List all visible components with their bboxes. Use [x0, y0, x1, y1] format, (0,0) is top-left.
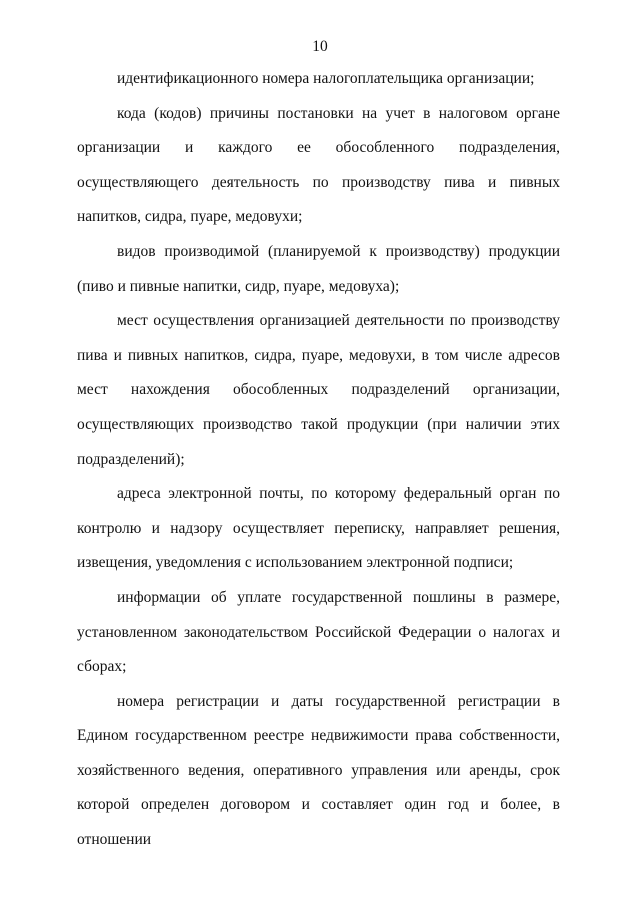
paragraph-taxpayer-id: идентификационного номера налогоплательщика организации;	[117, 70, 535, 87]
paragraph-property-registration: номера регистрации и даты государственной регистрации в Едином государственном реестре недвижимости права собственности, хозяйственного ведения, оперативного управления или аренды, срок которой определен договором и составляет один год и более, в отношении	[77, 692, 560, 849]
paragraph-email-address: адреса электронной почты, по которому федеральный орган по контролю и надзору осуществляет переписку, направляет решения, извещения, уведомления с использованием электронной подписи;	[77, 485, 560, 572]
document-body	[77, 62, 560, 858]
paragraph-production-locations: мест осуществления организацией деятельности по производству пива и пивных напитков, сидра, пуаре, медовухи, в том числе адресов мест нахождения обособленных подразделений организации, осуществляющих производство такой продукции (при наличии этих подразделений);	[77, 312, 560, 468]
paragraph-state-duty-payment: информации об уплате государственной пошлины в размере, установленном законодательством Российской Федерации о налогах и сборах;	[77, 588, 560, 676]
page-number: 10	[312, 38, 328, 55]
paragraph-registration-reason-code: кода (кодов) причины постановки на учет в налоговом органе организации и каждого ее обособленного подразделения, осуществляющего деятельность по производству пива и пивных напитков, сидра, пуаре, медовухи;	[77, 104, 560, 226]
paragraph-product-types: видов производимой (планируемой к производству) продукции (пиво и пивные напитки, сидр, пуаре, медовуха);	[77, 242, 560, 295]
